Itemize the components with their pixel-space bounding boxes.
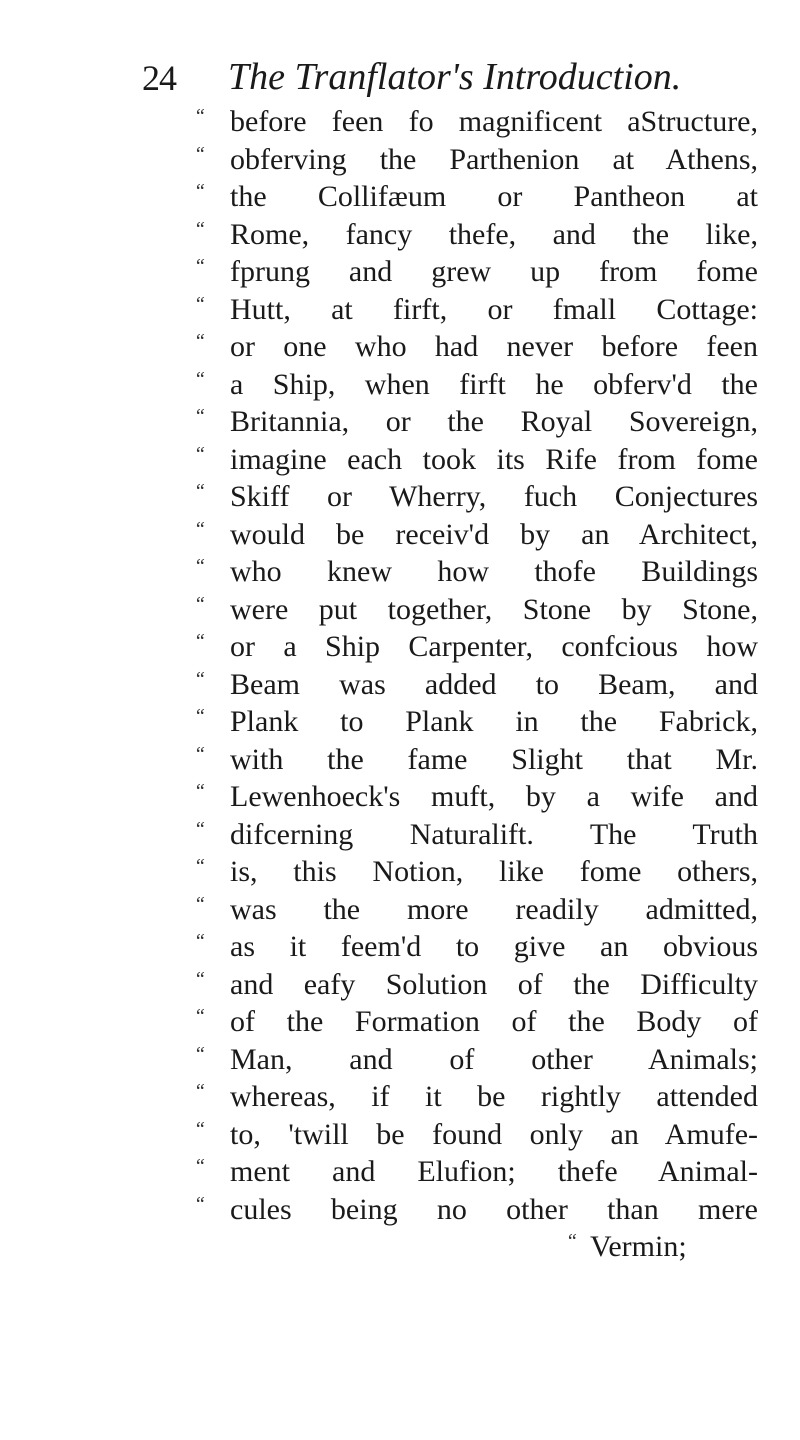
text-line (0, 1154, 800, 1192)
text-line (0, 404, 800, 442)
text-line (0, 592, 800, 630)
text-line (0, 779, 800, 817)
quote-mark: “ (194, 705, 206, 727)
text-line (0, 704, 800, 742)
text-line (0, 254, 800, 292)
text-line (0, 967, 800, 1005)
line-text: Rome, fancy thefe, and the like, (230, 217, 758, 251)
line-text: who knew how thofe Buildings (230, 555, 758, 588)
text-line (0, 554, 800, 592)
quote-mark: “ (194, 442, 206, 465)
running-title: The Tranflator's Introduction. (228, 56, 682, 98)
text-line (0, 929, 800, 967)
text-line (0, 217, 800, 255)
line-text: or one who had never before feen (230, 330, 758, 363)
text-line (0, 892, 800, 930)
text-line (0, 479, 800, 517)
text-line (0, 292, 800, 330)
text-line (0, 1117, 800, 1155)
quote-mark: “ (194, 480, 206, 502)
text-line (0, 817, 800, 855)
quote-mark: “ (194, 930, 206, 952)
line-text: before feen fo magnificent aStructure, (230, 105, 758, 138)
line-text: a Ship, when firft he obferv'd the (230, 367, 758, 401)
quote-mark: “ (194, 255, 206, 277)
quote-mark: “ (194, 217, 206, 240)
line-text: imagine each took its Rife from fome (230, 442, 758, 476)
line-text: Hutt, at firft, or fmall Cottage: (230, 292, 758, 326)
quote-mark: “ (194, 742, 206, 765)
text-line (0, 179, 800, 217)
line-text: as it feem'd to give an obvious (230, 930, 758, 963)
text-line (0, 1042, 800, 1080)
text-line (0, 629, 800, 667)
quote-mark: “ (194, 330, 206, 352)
quote-mark: “ (194, 892, 206, 915)
line-text: cules being no other than mere (230, 1192, 758, 1226)
line-text: whereas, if it be rightly attended (230, 1080, 758, 1113)
quote-mark: “ (194, 1117, 206, 1140)
quote-mark: “ (194, 1005, 206, 1027)
line-text: of the Formation of the Body of (230, 1005, 758, 1038)
line-text: was the more readily admitted, (230, 892, 758, 926)
quote-mark: “ (194, 1192, 206, 1215)
line-text: fprung and grew up from fome (230, 255, 758, 288)
line-text: were put together, Stone by Stone, (230, 592, 758, 626)
text-line (0, 517, 800, 555)
line-text: the Collifæum or Pantheon at (230, 180, 758, 213)
line-text: obferving the Parthenion at Athens, (230, 142, 758, 176)
line-text: difcerning Naturalift. The Truth (230, 817, 758, 851)
text-line (0, 367, 800, 405)
text-line (0, 442, 800, 480)
text-line (0, 854, 800, 892)
quote-mark: “ (194, 180, 206, 202)
line-text: and eafy Solution of the Difficulty (230, 967, 758, 1001)
line-text: with the fame Slight that Mr. (230, 742, 758, 776)
line-text: Lewenhoeck's muft, by a wife and (230, 780, 758, 813)
line-text: or a Ship Carpenter, confcious how (230, 630, 758, 663)
quote-mark: “ (194, 592, 206, 615)
quote-mark: “ (194, 855, 206, 877)
body-text (0, 104, 800, 1267)
quote-mark: “ (194, 367, 206, 390)
text-line (0, 1192, 800, 1230)
text-line (0, 1004, 800, 1042)
quote-mark: “ (566, 1230, 578, 1252)
text-line (0, 742, 800, 780)
line-text: Vermin; (590, 1230, 687, 1263)
quote-mark: “ (194, 105, 206, 127)
text-line (0, 142, 800, 180)
page-number: 24 (142, 58, 176, 98)
line-text: Plank to Plank in the Fabrick, (230, 705, 758, 738)
line-text: Skiff or Wherry, fuch Conjectures (230, 480, 758, 513)
text-line (0, 1229, 800, 1267)
page-header (0, 56, 800, 102)
quote-mark: “ (194, 630, 206, 652)
quote-mark: “ (194, 967, 206, 990)
quote-mark: “ (194, 780, 206, 802)
quote-mark: “ (194, 667, 206, 690)
quote-mark: “ (194, 555, 206, 577)
text-line (0, 329, 800, 367)
quote-mark: “ (194, 1080, 206, 1102)
line-text: would be receiv'd by an Architect, (230, 517, 758, 551)
quote-mark: “ (194, 1155, 206, 1177)
quote-mark: “ (194, 1042, 206, 1065)
quote-mark: “ (194, 142, 206, 165)
line-text: Britannia, or the Royal Sovereign, (230, 405, 758, 438)
line-text: is, this Notion, like fome others, (230, 855, 758, 888)
text-line (0, 1079, 800, 1117)
quote-mark: “ (194, 292, 206, 315)
line-text: Beam was added to Beam, and (230, 667, 758, 701)
quote-mark: “ (194, 405, 206, 427)
text-line (0, 104, 800, 142)
quote-mark: “ (194, 517, 206, 540)
line-text: ment and Elufion; thefe Animal- (230, 1155, 758, 1188)
line-text: Man, and of other Animals; (230, 1042, 758, 1076)
line-text: to, 'twill be found only an Amufe- (230, 1117, 758, 1151)
quote-mark: “ (194, 817, 206, 840)
text-line (0, 667, 800, 705)
